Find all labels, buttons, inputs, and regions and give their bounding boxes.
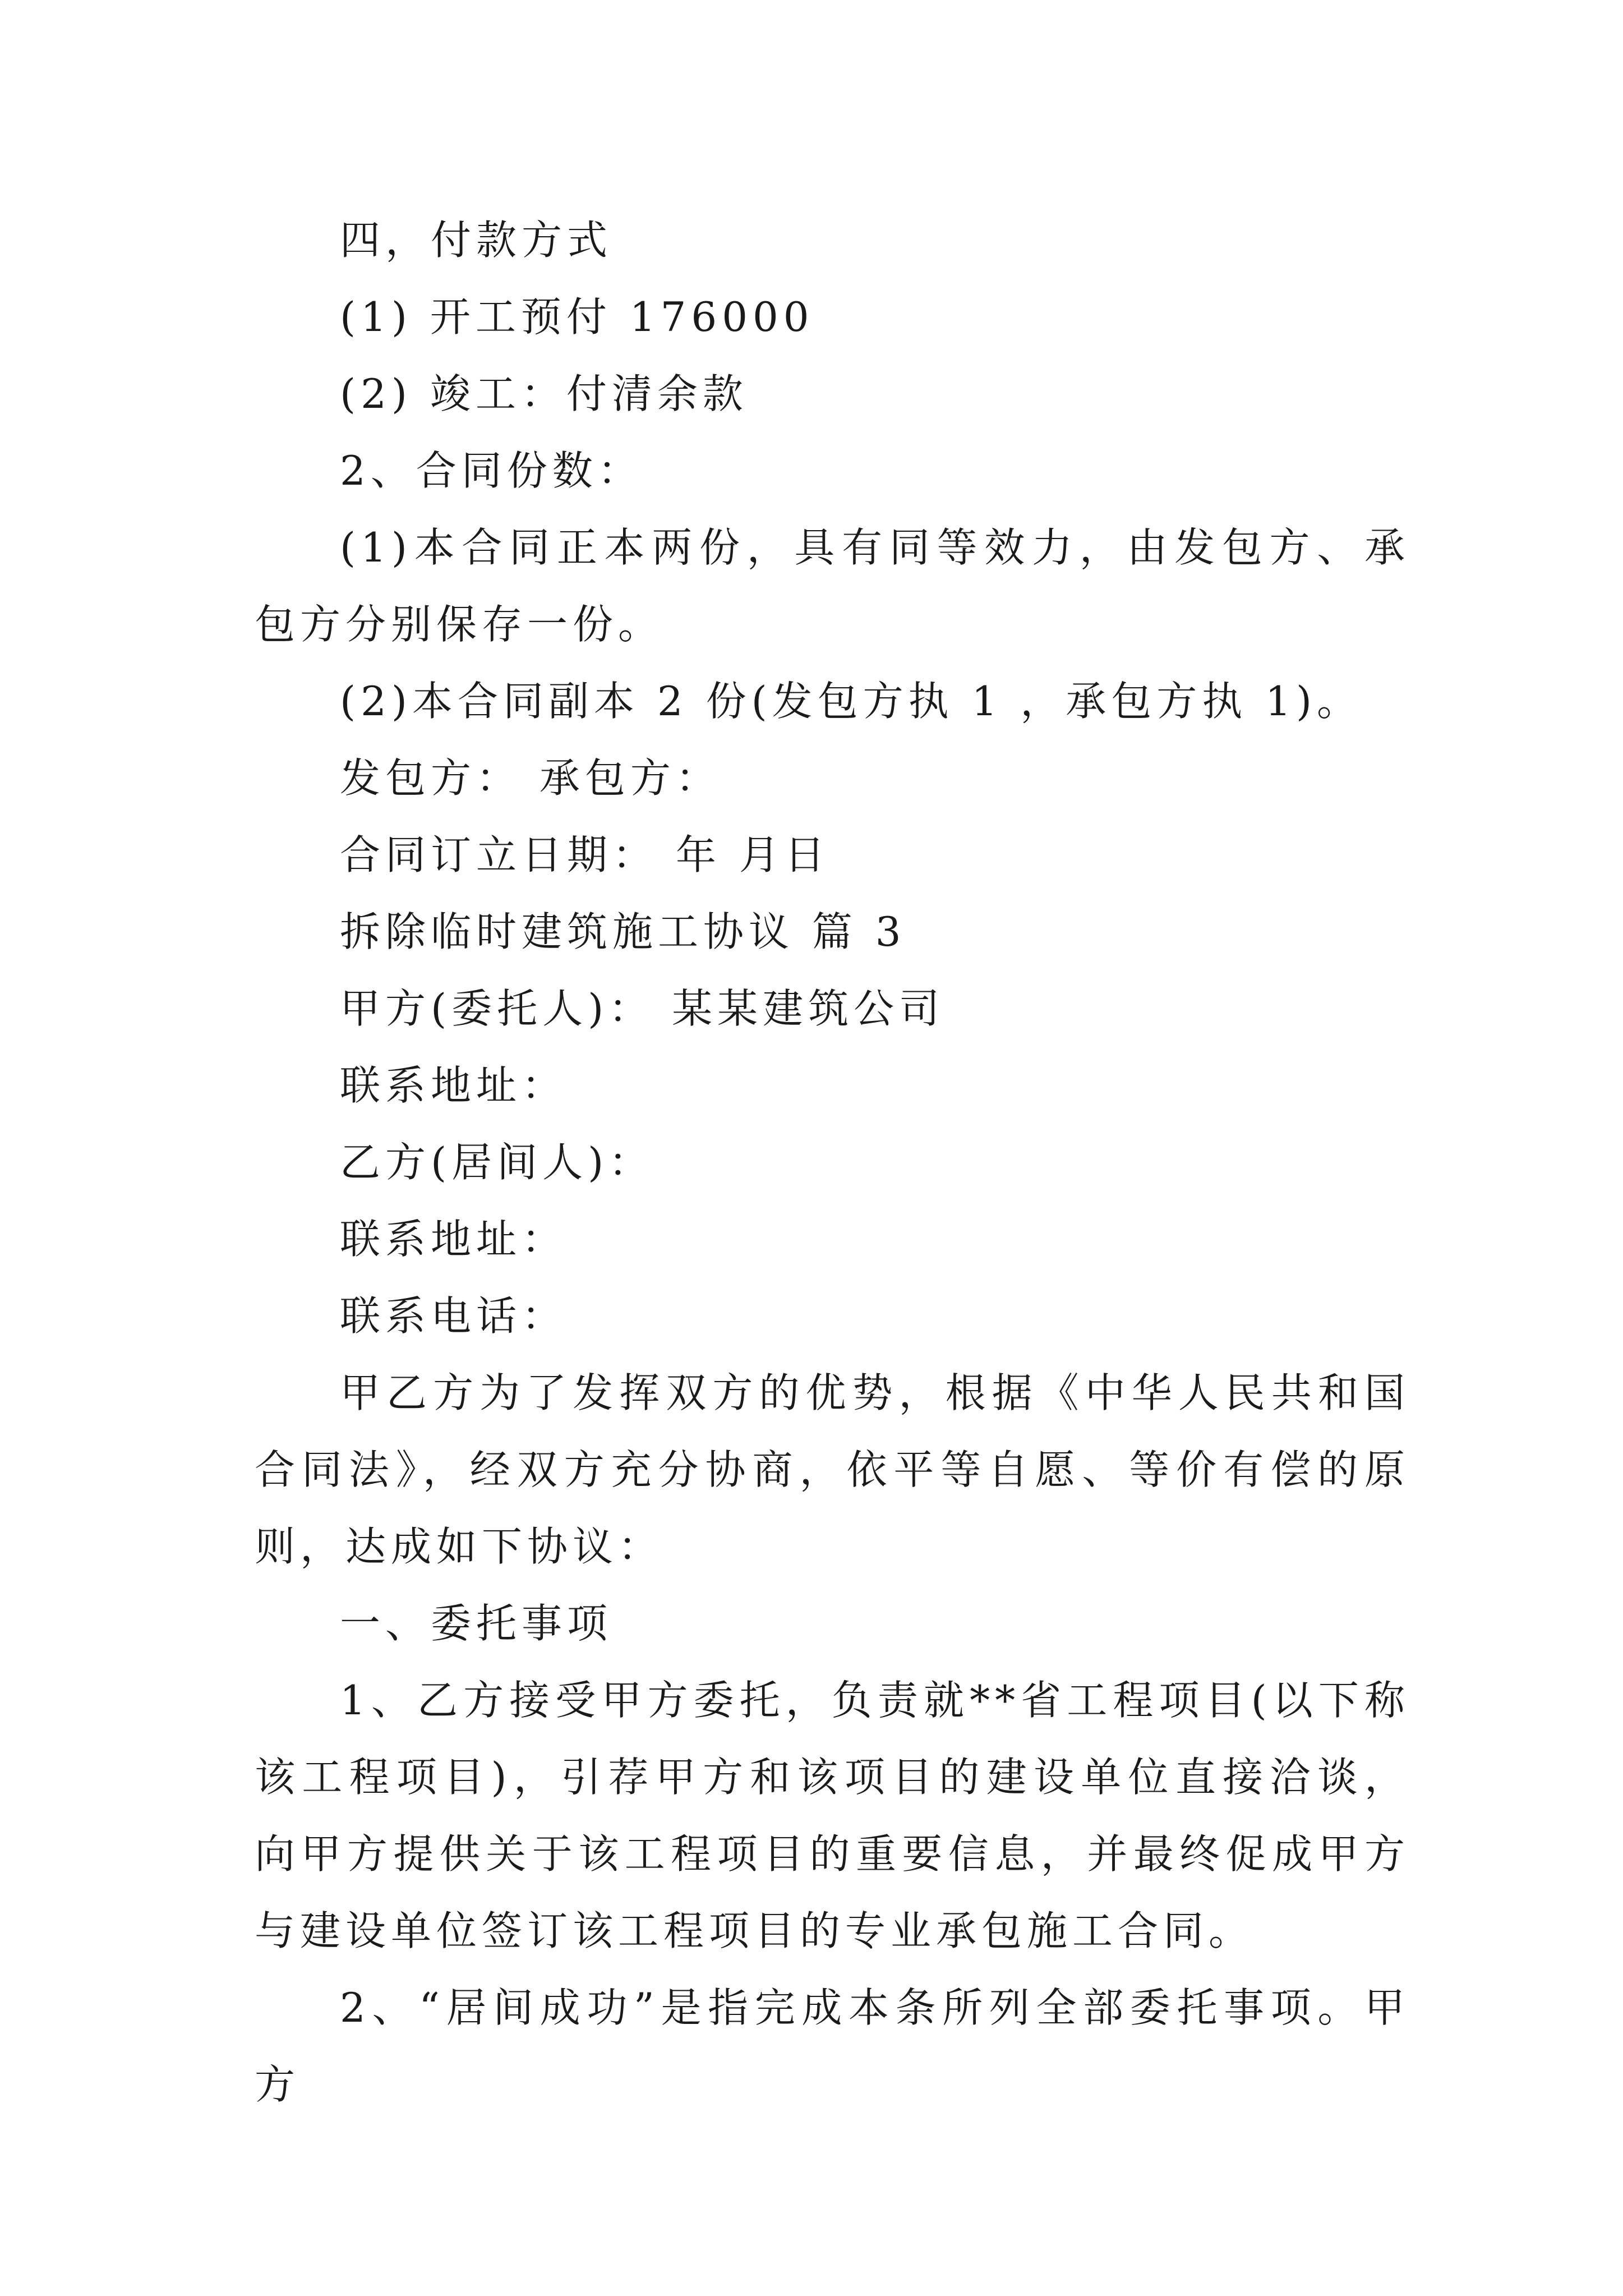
party-b: 乙方(居间人)： — [340, 1139, 654, 1186]
document-body — [255, 202, 1410, 2123]
payment-item-1: (1) 开工预付 176000 — [340, 293, 814, 341]
section-heading-commission: 一、委托事项 — [340, 1600, 613, 1647]
payment-item-2: (2) 竣工：付清余款 — [340, 370, 748, 417]
copies-item-1: (1)本合同正本两份，具有同等效力，由发包方、承包方分别保存一份。 — [255, 524, 1410, 648]
contract-date: 合同订立日期： 年 月日 — [340, 831, 830, 878]
party-a: 甲方(委托人)： 某某建筑公司 — [340, 985, 945, 1032]
commission-item-2: 2、“居间成功”是指完成本条所列全部委托事项。甲方 — [255, 1984, 1410, 2108]
preamble-paragraph: 甲乙方为了发挥双方的优势，根据《中华人民共和国合同法》，经双方充分协商，依平等自愿、等价有偿的原则，达成如下协议： — [255, 1369, 1410, 1570]
section-heading-payment: 四，付款方式 — [340, 217, 613, 264]
commission-item-1: 1、乙方接受甲方委托，负责就**省工程项目(以下称该工程项目)，引荐甲方和该项目的建设单位直接洽谈，向甲方提供关于该工程项目的重要信息，并最终促成甲方与建设单位签订该工程项目的专业承包施工合同。 — [255, 1677, 1410, 1954]
signature-parties: 发包方： 承包方： — [340, 754, 721, 802]
section-heading-copies: 2、合同份数： — [340, 447, 643, 494]
copies-item-2: (2)本合同副本 2 份(发包方执 1 ，承包方执 1)。 — [340, 678, 1363, 725]
party-b-address: 联系地址： — [340, 1216, 568, 1263]
party-b-phone: 联系电话： — [340, 1292, 568, 1340]
party-a-address: 联系地址： — [340, 1062, 568, 1109]
agreement-title: 拆除临时建筑施工协议 篇 3 — [340, 908, 906, 955]
